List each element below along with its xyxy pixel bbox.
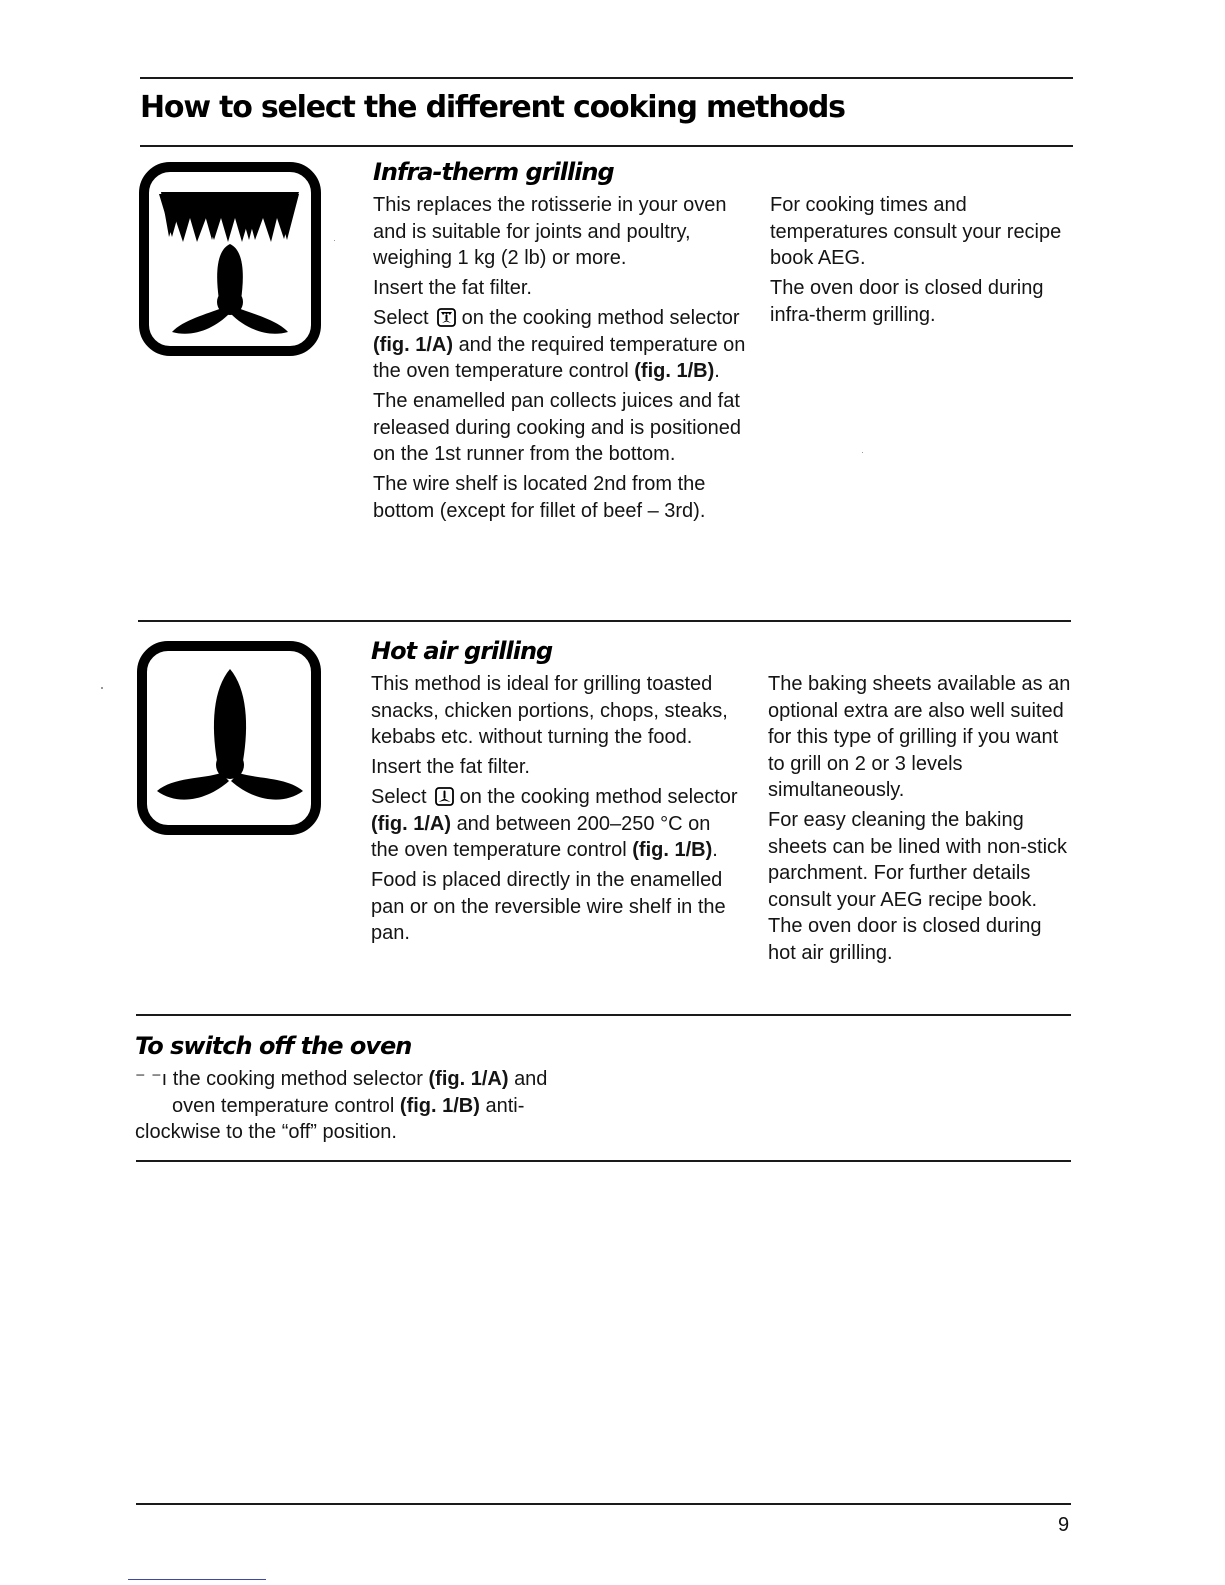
switch-off-text — [135, 1066, 655, 1146]
switch-off-line-1: ⁻ ⁻ı the cooking method selector (fig. 1/A) and — [135, 1068, 548, 1090]
hot-air-left-column — [371, 671, 741, 950]
section-divider-2 — [136, 1014, 1071, 1016]
infra-therm-heading: Infra-therm grilling — [373, 158, 614, 186]
scan-speck — [862, 452, 863, 453]
infra-therm-door-note: The oven door is closed during infra-therm grilling. — [770, 277, 1044, 326]
hot-air-heading: Hot air grilling — [371, 637, 553, 665]
infra-therm-small-icon — [437, 308, 456, 327]
top-rule — [140, 77, 1073, 79]
fig-ref-b: (fig. 1/B) — [632, 839, 713, 861]
hot-air-small-icon — [435, 787, 454, 806]
fig-ref-b: (fig. 1/B) — [634, 360, 715, 382]
switch-off-heading: To switch off the oven — [135, 1032, 412, 1060]
scan-speck — [101, 687, 103, 689]
fig-ref-a: (fig. 1/A) — [371, 812, 451, 835]
hot-air-right-column — [768, 671, 1073, 970]
switch-off-line-3: clockwise to the “off” position. — [135, 1121, 397, 1143]
switch-off-line-2: oven temperature control (fig. 1/B) anti- — [172, 1094, 525, 1117]
infra-therm-grill-icon — [139, 162, 321, 356]
fig-ref-a: (fig. 1/A) — [373, 333, 453, 356]
hot-air-food-note: Food is placed directly in the enamelled pan or on the reversible wire shelf in the pan. — [371, 869, 726, 944]
infra-therm-left-column — [373, 192, 748, 528]
infra-therm-right-column — [770, 192, 1075, 332]
scan-speck — [334, 240, 335, 241]
title-rule — [140, 145, 1073, 147]
fig-ref-a: (fig. 1/A) — [428, 1068, 509, 1090]
select-word: Select — [371, 786, 427, 808]
fig-ref-b: (fig. 1/B) — [399, 1094, 480, 1117]
hot-air-cleaning-note: For easy cleaning the baking sheets can be lined with non-stick parchment. For further details consult your AEG recipe book. The oven door is closed during hot air grilling. — [768, 809, 1068, 964]
footer-rule — [136, 1503, 1071, 1505]
page-title: How to select the different cooking methods — [140, 90, 845, 125]
infra-therm-intro: This replaces the rotisserie in your oven and is suitable for joints and poultry, weighing 1 kg (2 lb) or more. — [373, 194, 727, 269]
select-word: Select — [373, 307, 429, 329]
infra-therm-fat-filter: Insert the fat filter. — [373, 277, 532, 299]
scan-mark-line — [128, 1579, 266, 1580]
section-divider-1 — [138, 620, 1071, 622]
hot-air-baking-sheets-note: The baking sheets available as an optional extra are also well suited for this type of grilling if you want to grill on 2 or 3 levels simultaneously. — [768, 673, 1071, 801]
section-divider-3 — [136, 1160, 1071, 1162]
hot-air-intro: This method is ideal for grilling toasted snacks, chicken portions, chops, steaks, kebabs etc. without turning the food. — [371, 673, 728, 748]
hot-air-fat-filter: Insert the fat filter. — [371, 756, 530, 778]
infra-therm-select-instruction: Select on the cooking method selector (fig. 1/A) and the required temperature on the oven temperature control (fig. 1/B). — [373, 307, 746, 382]
infra-therm-recipe-note: For cooking times and temperatures consult your recipe book AEG. — [770, 194, 1062, 269]
hot-air-grill-icon — [137, 641, 321, 835]
page-number: 9 — [1058, 1514, 1070, 1536]
infra-therm-pan-note: The enamelled pan collects juices and fat released during cooking and is positioned on the 1st runner from the bottom. — [373, 390, 742, 465]
infra-therm-shelf-note: The wire shelf is located 2nd from the bottom (except for fillet of beef – 3rd). — [373, 473, 706, 522]
hot-air-select-instruction: Select on the cooking method selector (fig. 1/A) and between 200–250 °C on the oven temperature control (fig. 1/B). — [371, 786, 738, 861]
